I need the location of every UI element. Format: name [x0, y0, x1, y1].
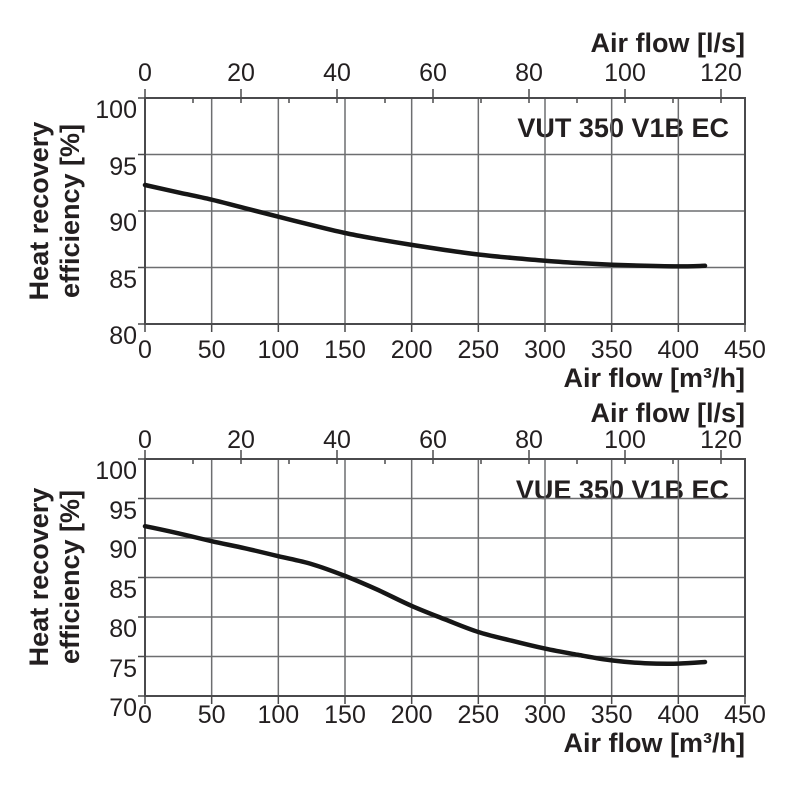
bottom-axis-tick-label: 350 [590, 336, 633, 364]
bottom-axis-tick-label: 50 [197, 701, 226, 729]
top-axis-tick-label: 40 [323, 59, 351, 87]
bottom-axis-tick-label: 450 [724, 701, 766, 729]
y-axis-title-chart2 [24, 427, 86, 727]
top-axis-tick-label: 0 [138, 59, 152, 87]
y-axis-tick-label: 85 [109, 575, 137, 604]
efficiency-curve [145, 185, 705, 266]
y-axis-tick-label: 100 [95, 457, 137, 485]
y-axis-tick-label: 80 [109, 322, 137, 350]
bottom-axis-tick-label: 300 [524, 336, 566, 364]
bottom-axis-tick-label: 100 [257, 701, 300, 729]
bottom-axis-tick-label: 300 [524, 701, 566, 729]
bottom-axis-tick-label: 0 [138, 701, 152, 729]
y-axis-tick-label: 95 [109, 152, 137, 181]
top-axis-tick-label: 60 [419, 59, 447, 87]
bottom-axis-tick-label: 0 [138, 336, 152, 364]
y-axis-tick-label: 70 [109, 694, 137, 722]
bottom-axis-tick-label: 100 [257, 336, 300, 364]
bottom-axis-tick-label: 150 [324, 336, 366, 364]
bottom-axis-tick-label: 350 [590, 701, 633, 729]
efficiency-curve [145, 526, 705, 663]
y-axis-title-line2: efficiency [%] [55, 489, 85, 665]
top-axis-tick-label: 100 [604, 426, 646, 454]
chart-plot-svg [145, 459, 745, 696]
bottom-axis-tick-label: 400 [657, 336, 700, 364]
y-axis-tick-label: 90 [109, 536, 137, 564]
y-axis-tick-label: 80 [109, 615, 137, 643]
y-axis-tick-label: 90 [109, 209, 137, 237]
y-axis-tick-label: 85 [109, 265, 137, 294]
chart2-title: VUE 350 V1B EC [500, 473, 733, 509]
y-axis-title-line1: Heat recovery [24, 121, 54, 301]
top-axis-tick-label: 40 [323, 426, 351, 454]
y-axis-title-chart1 [24, 61, 86, 361]
y-axis-title-line2: efficiency [%] [55, 123, 85, 299]
top-axis-tick-label: 20 [227, 59, 255, 87]
chart-plot-svg [145, 98, 745, 324]
top-axis-title-chart2: Air flow [l/s] [590, 398, 745, 428]
bottom-axis-tick-label: 200 [390, 701, 433, 729]
bottom-axis-tick-label: 250 [457, 336, 500, 364]
y-axis-tick-label: 100 [95, 96, 137, 124]
top-axis-tick-label: 120 [700, 59, 742, 87]
bottom-axis-tick-label: 150 [324, 701, 366, 729]
top-axis-tick-label: 80 [515, 59, 543, 87]
chart1-title: VUT 350 V1B EC [501, 111, 733, 147]
top-axis-title-chart1: Air flow [l/s] [590, 28, 745, 58]
top-axis-tick-label: 100 [604, 59, 646, 87]
y-axis-tick-label: 75 [109, 654, 137, 683]
y-axis-tick-label: 95 [109, 496, 137, 525]
top-axis-tick-label: 20 [227, 426, 255, 454]
bottom-axis-tick-label: 400 [657, 701, 700, 729]
bottom-axis-tick-label: 200 [390, 336, 433, 364]
top-axis-tick-label: 120 [700, 426, 742, 454]
bottom-axis-title-chart2: Air flow [m³/h] [563, 728, 745, 758]
bottom-axis-tick-label: 450 [724, 336, 766, 364]
y-axis-title-line1: Heat recovery [24, 487, 54, 667]
top-axis-tick-label: 60 [419, 426, 447, 454]
top-axis-tick-label: 80 [515, 426, 543, 454]
bottom-axis-title-chart1: Air flow [m³/h] [563, 363, 745, 393]
top-axis-tick-label: 0 [138, 426, 152, 454]
bottom-axis-tick-label: 50 [197, 336, 226, 364]
bottom-axis-tick-label: 250 [457, 701, 500, 729]
